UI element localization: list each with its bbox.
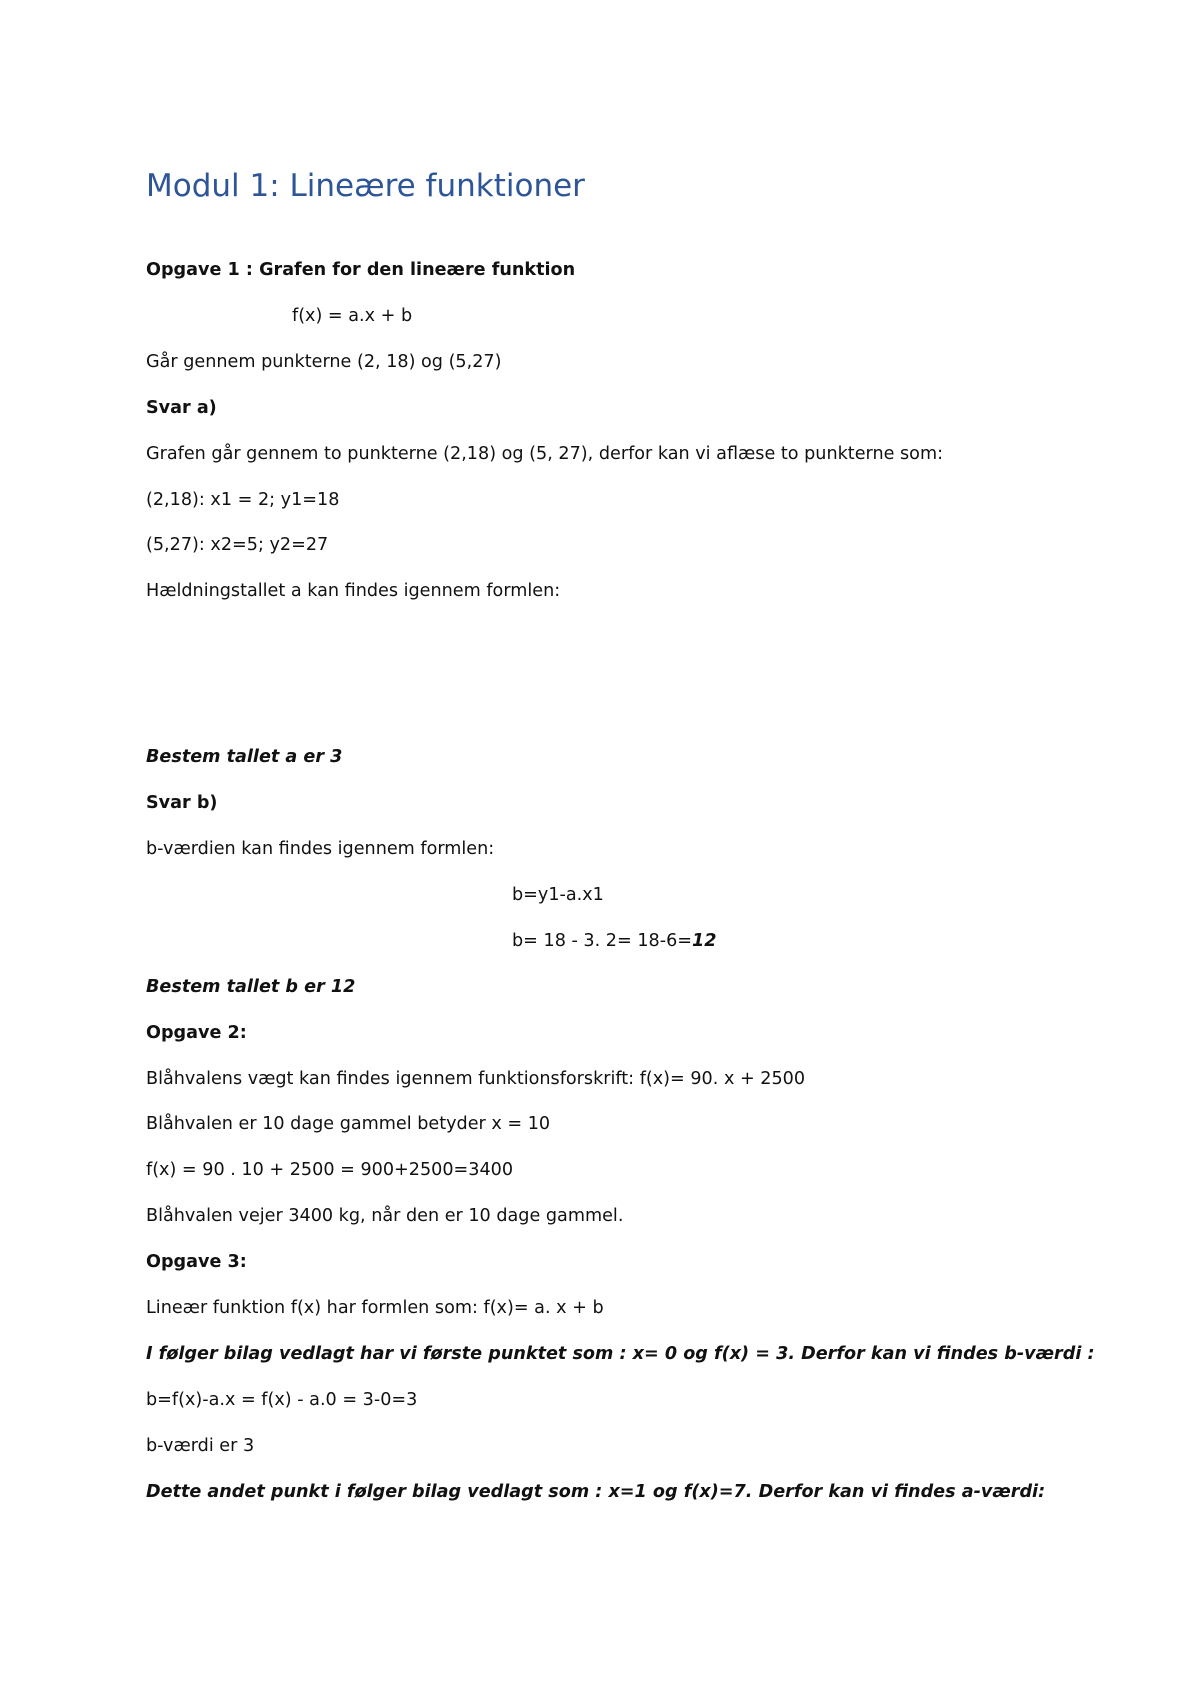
text-line: Blåhvalens vægt kan findes igennem funktionsforskrift: f(x)= 90. x + 2500: [146, 1069, 806, 1089]
text-line: b-værdi er 3: [146, 1436, 255, 1456]
calculation-b-text: b= 18 - 3. 2= 18-6=: [512, 931, 693, 951]
emphasis-line: I følger bilag vedlagt har vi første punktet som : x= 0 og f(x) = 3. Derfor kan vi findes b-værdi :: [146, 1344, 1095, 1364]
text-line: b-værdien kan findes igennem formlen:: [146, 839, 495, 859]
text-line: f(x) = 90 . 10 + 2500 = 900+2500=3400: [146, 1160, 514, 1180]
text-line: (5,27): x2=5; y2=27: [146, 535, 329, 555]
text-line: b=f(x)-a.x = f(x) - a.0 = 3-0=3: [146, 1390, 418, 1410]
task-2-heading: Opgave 2:: [146, 1023, 247, 1043]
answer-a-heading: Svar a): [146, 398, 217, 418]
result-a: Bestem tallet a er 3: [146, 747, 343, 767]
text-line: Grafen går gennem to punkterne (2,18) og (5, 27), derfor kan vi aflæse to punkterne som:: [146, 444, 944, 464]
emphasis-line: Dette andet punkt i følger bilag vedlagt som : x=1 og f(x)=7. Derfor kan vi findes a-værdi:: [146, 1482, 1046, 1502]
function-formula: f(x) = a.x + b: [292, 306, 413, 326]
calculation-b: [512, 929, 717, 953]
text-line: Lineær funktion f(x) har formlen som: f(x)= a. x + b: [146, 1298, 604, 1318]
document-title: Modul 1: Lineære funktioner: [146, 168, 585, 204]
task-3-heading: Opgave 3:: [146, 1252, 247, 1272]
answer-b-heading: Svar b): [146, 793, 218, 813]
text-line: Går gennem punkterne (2, 18) og (5,27): [146, 352, 502, 372]
calculation-b-result: 12: [692, 931, 717, 951]
text-line: Hældningstallet a kan findes igennem formlen:: [146, 581, 561, 601]
text-line: (2,18): x1 = 2; y1=18: [146, 490, 340, 510]
formula-b: b=y1-a.x1: [512, 885, 604, 905]
task-1-heading: Opgave 1 : Grafen for den lineære funktion: [146, 260, 576, 280]
text-line: Blåhvalen er 10 dage gammel betyder x = 10: [146, 1114, 551, 1134]
text-line: Blåhvalen vejer 3400 kg, når den er 10 dage gammel.: [146, 1206, 624, 1226]
result-b: Bestem tallet b er 12: [146, 977, 356, 997]
